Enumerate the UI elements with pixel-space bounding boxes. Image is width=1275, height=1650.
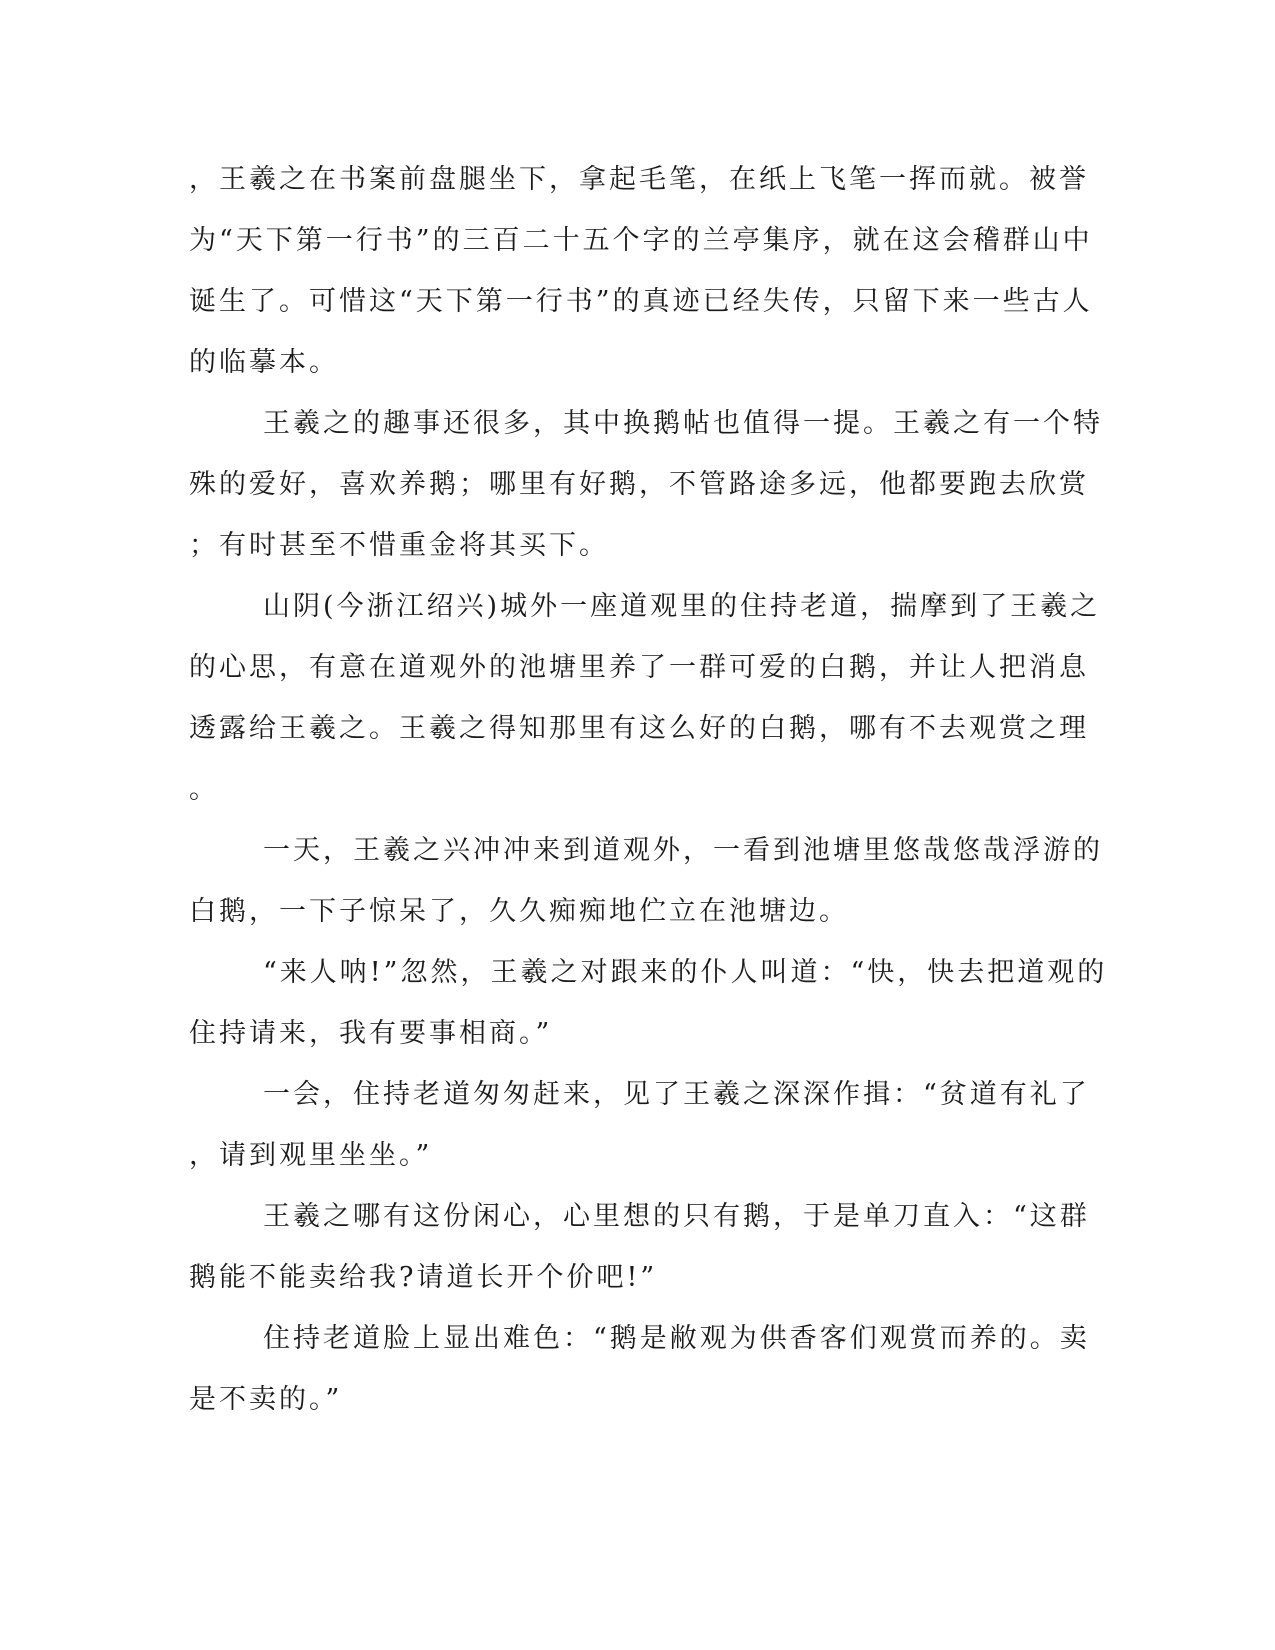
text-line: 住持请来，我有要事相商。” [189, 1018, 553, 1049]
text-line: 殊的爱好，喜欢养鹅；哪里有好鹅，不管路途多远，他都要跑去欣赏 [189, 469, 1089, 500]
paragraph-first-line: 一会，住持老道匆匆赶来，见了王羲之深深作揖：“贫道有礼了 [263, 1079, 1090, 1110]
text-line: 透露给王羲之。王羲之得知那里有这么好的白鹅，哪有不去观赏之理 [189, 713, 1089, 744]
text-line: 白鹅，一下子惊呆了，久久痴痴地伫立在池塘边。 [189, 896, 849, 927]
paragraph-first-line: 王羲之哪有这份闲心，心里想的只有鹅，于是单刀直入：“这群 [263, 1201, 1090, 1232]
text-line: 诞生了。可惜这“天下第一行书”的真迹已经失传，只留下来一些古人 [189, 286, 1093, 317]
paragraph-first-line: 王羲之的趣事还很多，其中换鹅帖也值得一提。王羲之有一个特 [263, 408, 1103, 439]
text-line: 。 [189, 774, 219, 805]
document-body [189, 160, 1108, 1441]
paragraph-first-line: “来人呐!”忽然，王羲之对跟来的仆人叫道：“快，快去把道观的 [263, 957, 1108, 988]
paragraph-first-line: 一天，王羲之兴冲冲来到道观外，一看到池塘里悠哉悠哉浮游的 [263, 835, 1103, 866]
text-line: 是不卖的。” [189, 1384, 343, 1415]
text-line: 的心思，有意在道观外的池塘里养了一群可爱的白鹅，并让人把消息 [189, 652, 1089, 683]
paragraph-first-line: 住持老道脸上显出难色：“鹅是敝观为供香客们观赏而养的。卖 [263, 1323, 1090, 1354]
text-line: 为“天下第一行书”的三百二十五个字的兰亭集序，就在这会稽群山中 [189, 225, 1093, 256]
text-line: 鹅能不能卖给我?请道长开个价吧!” [189, 1262, 658, 1293]
paragraph-first-line: 山阴(今浙江绍兴)城外一座道观里的住持老道，揣摩到了王羲之 [263, 591, 1101, 622]
text-line: 的临摹本。 [189, 347, 339, 378]
text-line: ；有时甚至不惜重金将其买下。 [189, 530, 609, 561]
text-line: ，请到观里坐坐。” [189, 1140, 433, 1171]
text-line: ，王羲之在书案前盘腿坐下，拿起毛笔，在纸上飞笔一挥而就。被誉 [189, 164, 1089, 195]
